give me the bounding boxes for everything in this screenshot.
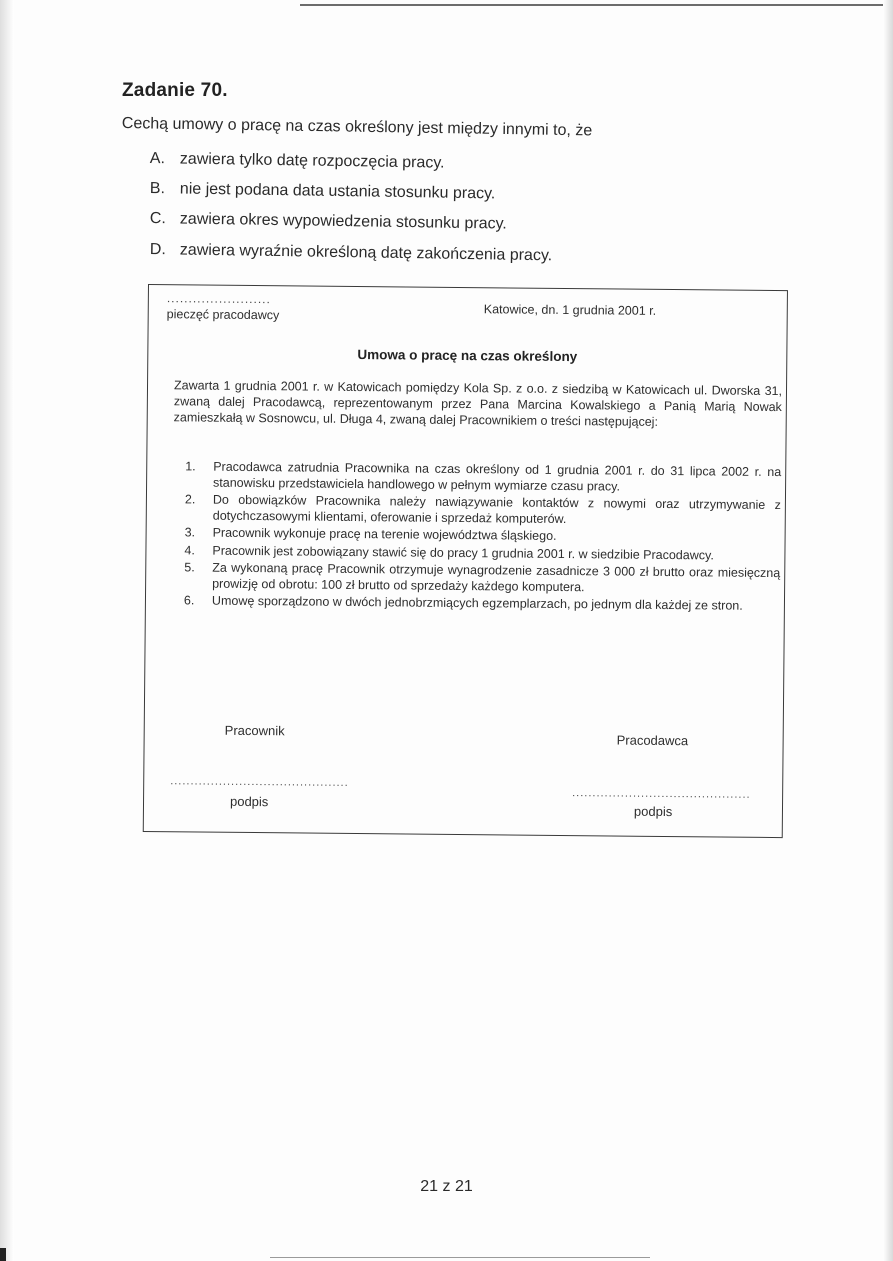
- scan-right-shadow: [883, 0, 893, 1261]
- signature-line-employer: ............................................: [572, 787, 751, 801]
- option-text: zawiera wyraźnie określoną datę zakończenia pracy.: [179, 241, 553, 265]
- clause-number: 6.: [183, 593, 195, 608]
- place-date: Katowice, dn. 1 grudnia 2001 r.: [483, 302, 657, 318]
- contract-clause: [172, 593, 780, 614]
- clause-text: Pracodawca zatrudnia Pracownika na czas określony od 1 grudnia 2001 r. do 31 lipca 2002 r. na stanowisku przedstawiciela handlowego w pełnym wymiarze czasu pracy.: [213, 459, 782, 494]
- signature-caption-worker: podpis: [229, 793, 269, 810]
- option-text: zawiera okres wypowiedzenia stosunku pracy.: [179, 210, 507, 233]
- clause-text: Do obowiązków Pracownika należy nawiązywanie kontaktów z nowymi oraz utrzymywanie z dotychczasowymi klientami, oferowanie i sprzedaż komputerów.: [212, 492, 781, 526]
- answer-option-a: [150, 150, 445, 173]
- scan-top-edge: [300, 4, 893, 6]
- clause-number: 3.: [184, 525, 196, 540]
- stamp-dotted-line: ........................: [166, 291, 271, 307]
- answer-option-d: [150, 241, 553, 265]
- signature-label-worker: Pracownik: [224, 722, 285, 739]
- signature-caption-employer: podpis: [633, 803, 673, 820]
- scan-corner-mark: [0, 1248, 6, 1261]
- clause-number: 1.: [185, 459, 196, 474]
- answer-option-c: [150, 210, 507, 234]
- contract-clauses: [172, 459, 781, 616]
- stamp-label: pieczęć pracodawcy: [166, 307, 280, 323]
- clause-number: 2.: [184, 492, 196, 507]
- option-letter: D.: [149, 241, 166, 259]
- clause-text: Za wykonaną pracę Pracownik otrzymuje wynagrodzenie zasadnicze 3 000 zł brutto oraz miesięczną prowizję od obrotu: 100 zł brutto od sprzedaży każdego komputera.: [212, 560, 781, 594]
- contract-intro: Zawarta 1 grudnia 2001 r. w Katowicach pomiędzy Kola Sp. z o.o. z siedzibą w Katowicach ul. Dworska 31, zwaną dalej Pracodawcą, reprezentowanym przez Pana Marcina Kowalskiego a Panią Marią Nowak zamieszkałą w Sosnowcu, ul. Długa 4, zwaną dalej Pracownikiem o treści następującej:: [173, 378, 783, 429]
- scan-bottom-edge: [270, 1257, 650, 1258]
- option-letter: A.: [149, 150, 166, 168]
- signature-label-employer: Pracodawca: [616, 732, 689, 749]
- task-title: Zadanie 70.: [122, 80, 228, 101]
- contract-clause: [173, 459, 781, 496]
- option-text: zawiera tylko datę rozpoczęcia pracy.: [179, 150, 445, 172]
- clause-text: Pracownik jest zobowiązany stawić się do pracy 1 grudnia 2001 r. w siedzibie Pracodawcy.: [212, 543, 714, 562]
- option-letter: C.: [149, 210, 166, 228]
- option-text: nie jest podana data ustania stosunku pracy.: [179, 180, 496, 203]
- page-number: 21 z 21: [420, 1178, 473, 1195]
- clause-text: Pracownik wykonuje pracę na terenie województwa śląskiego.: [212, 525, 557, 543]
- clause-number: 5.: [184, 560, 195, 575]
- clause-text: Umowę sporządzono w dwóch jednobrzmiących egzemplarzach, po jednym dla każdej ze stron.: [211, 593, 743, 613]
- contract-title: Umowa o pracę na czas określony: [357, 347, 578, 365]
- contract-clause: [172, 560, 780, 597]
- signature-line-worker: ............................................: [170, 775, 349, 789]
- contract-document: [143, 284, 788, 838]
- task-question: Cechą umowy o pracę na czas określony jest między innymi to, że: [121, 115, 593, 140]
- answer-option-b: [150, 180, 496, 203]
- contract-clause: [173, 492, 781, 529]
- option-letter: B.: [149, 180, 166, 198]
- clause-number: 4.: [184, 542, 195, 557]
- scan-left-shadow: [0, 0, 14, 1261]
